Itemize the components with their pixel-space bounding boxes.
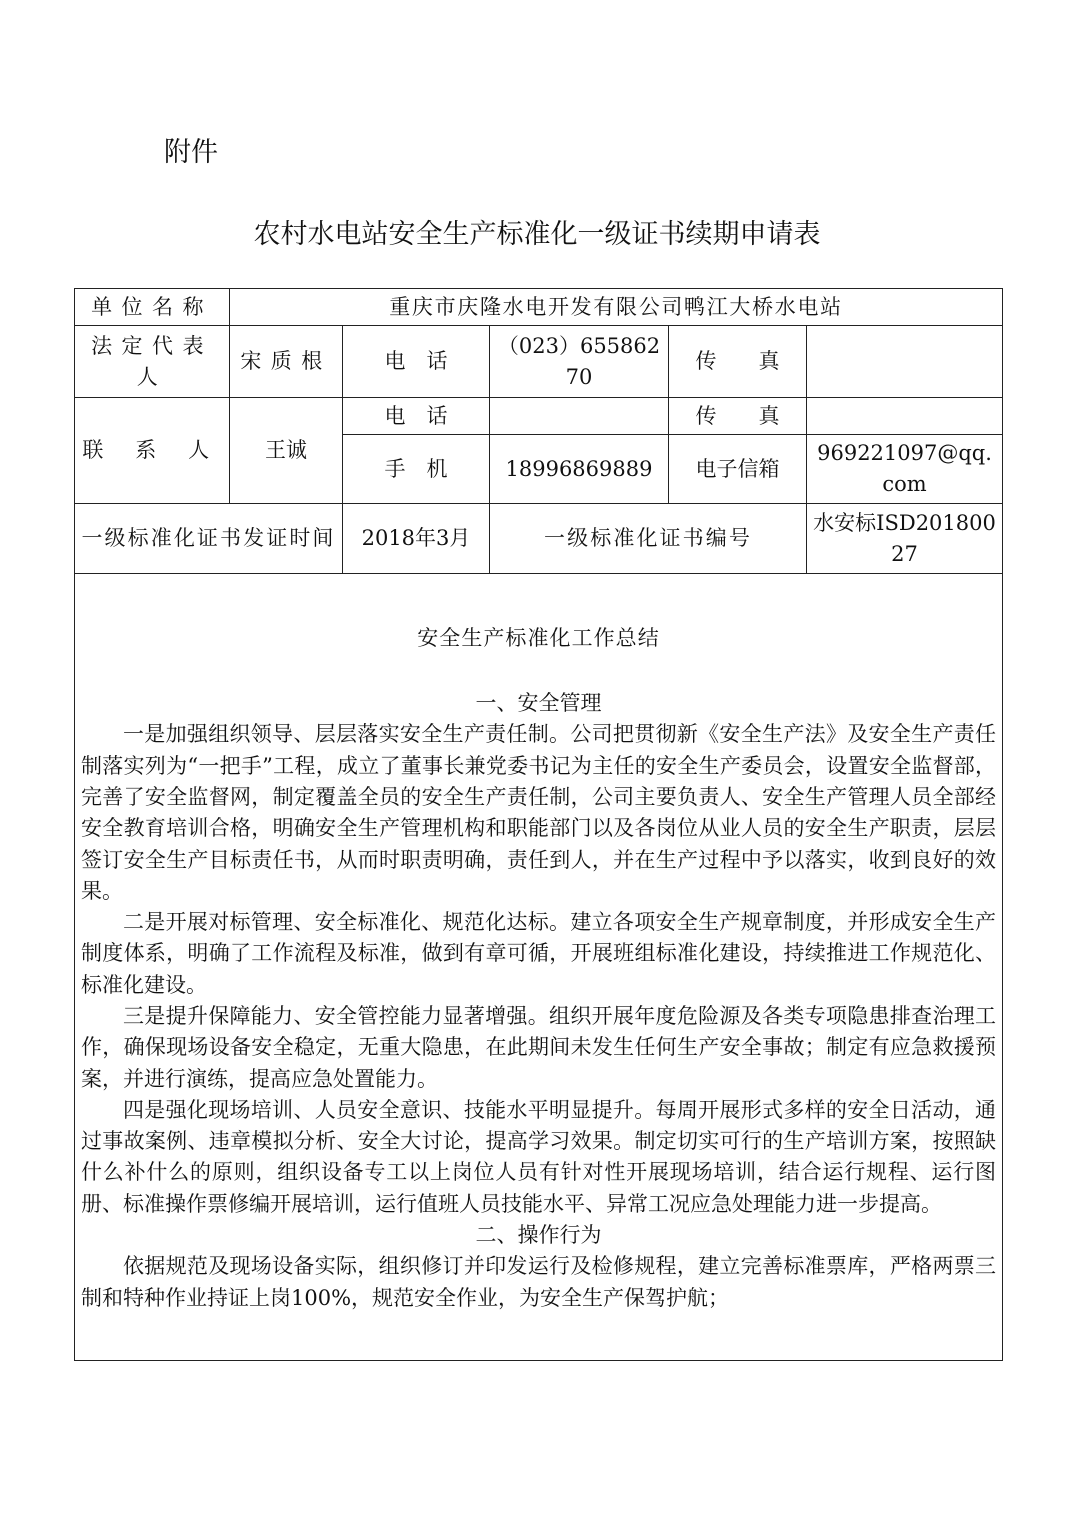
- contact-phone-label: 电 话: [343, 398, 490, 435]
- application-form: [74, 288, 1003, 1361]
- summary-paragraph: 一是加强组织领导、层层落实安全生产责任制。公司把贯彻新《安全生产法》及安全生产责任制落实列为“一把手”工程，成立了董事长兼党委书记为主任的安全生产委员会，设置安全监督部，完善了安全监督网，制定覆盖全员的安全生产责任制，公司主要负责人、安全生产管理人员全部经安全教育培训合格，明确安全生产管理机构和职能部门以及各岗位从业人员的安全生产职责，层层签订安全生产目标责任书，从而时职责明确，责任到人，并在生产过程中予以落实，收到良好的效果。: [81, 722, 997, 903]
- mobile-label: 手 机: [343, 435, 490, 504]
- summary-title: 安全生产标准化工作总结: [417, 626, 660, 651]
- summary-paragraph: 四是强化现场培训、人员安全意识、技能水平明显提升。每周开展形式多样的安全日活动，通过事故案例、违章模拟分析、安全大讨论，提高学习效果。制定切实可行的生产培训方案，按照缺什么补什么的原则，组织设备专工以上岗位人员有针对性开展现场培训，结合运行规程、运行图册、标准操作票修编开展培训，运行值班人员技能水平、异常工况应急处理能力进一步提高。: [81, 1097, 997, 1216]
- legal-rep-value: 宋质根: [230, 326, 343, 398]
- contact-phone-value: [490, 398, 669, 435]
- mobile-value: 18996869889: [490, 435, 669, 504]
- legal-rep-label: 法定代表人: [75, 326, 230, 398]
- cert-number-label: 一级标准化证书编号: [490, 504, 807, 574]
- cert-date-value: 2018年3月: [343, 504, 490, 574]
- unit-name-label: 单位名称: [75, 289, 230, 326]
- cert-date-label: 一级标准化证书发证时间: [75, 504, 343, 574]
- document-title: 农村水电站安全生产标准化一级证书续期申请表: [253, 219, 821, 250]
- summary-paragraph: 二是开展对标管理、安全标准化、规范化达标。建立各项安全生产规章制度，并形成安全生产制度体系，明确了工作流程及标准，做到有章可循，开展班组标准化建设，持续推进工作规范化、标准化建设。: [81, 910, 997, 997]
- cert-number-value: 水安标ⅠSD20180027: [807, 504, 1003, 574]
- section-heading-safety-management: 一、安全管理: [475, 691, 602, 716]
- legal-phone-value: （023）65586270: [490, 326, 669, 398]
- legal-fax-label: 传 真: [669, 326, 807, 398]
- legal-fax-value: [807, 326, 1003, 398]
- email-value: 969221097@qq.com: [807, 435, 1003, 504]
- section-heading-operation-behavior: 二、操作行为: [475, 1223, 602, 1248]
- work-summary: [75, 574, 1003, 1361]
- unit-name-value: 重庆市庆隆水电开发有限公司鸭江大桥水电站: [230, 289, 1003, 326]
- email-label: 电子信箱: [669, 435, 807, 504]
- summary-paragraph: 三是提升保障能力、安全管控能力显著增强。组织开展年度危险源及各类专项隐患排查治理工作，确保现场设备安全稳定，无重大隐患，在此期间未发生任何生产安全事故；制定有应急救援预案，并进行演练，提高应急处置能力。: [81, 1004, 997, 1091]
- contact-fax-label: 传 真: [669, 398, 807, 435]
- contact-fax-value: [807, 398, 1003, 435]
- contact-label: 联 系 人: [75, 398, 230, 504]
- annex-label: 附件: [164, 137, 218, 168]
- contact-value: 王诚: [230, 398, 343, 504]
- summary-paragraph: 依据规范及现场设备实际，组织修订并印发运行及检修规程，建立完善标准票库，严格两票三制和特种作业持证上岗100%，规范安全作业，为安全生产保驾护航；: [81, 1254, 997, 1310]
- legal-phone-label: 电 话: [343, 326, 490, 398]
